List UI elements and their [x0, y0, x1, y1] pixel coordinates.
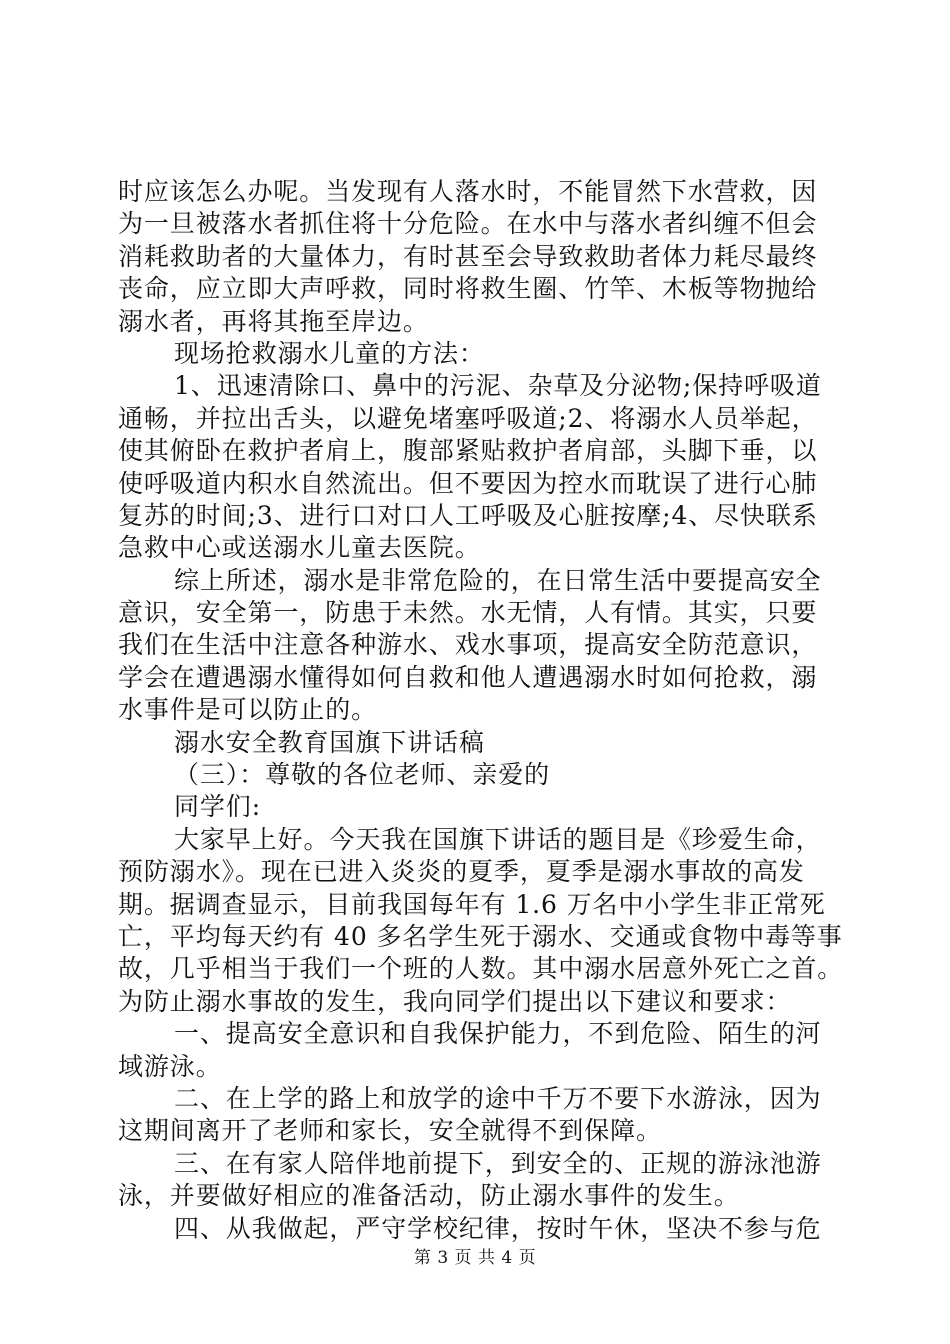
page-footer: 第 3 页 共 4 页 — [413, 1248, 537, 1268]
text-line: 复苏的时间;3、进行口对口人工呼吸及心脏按摩;4、尽快联系 — [118, 500, 818, 530]
text-line: 为一旦被落水者抓住将十分危险。在水中与落水者纠缠不但会 — [118, 209, 818, 239]
text-line: 溺水者，再将其拖至岸边。 — [118, 306, 429, 336]
text-line: 这期间离开了老师和家长，安全就得不到保障。 — [118, 1116, 662, 1146]
text-line: 三、在有家人陪伴地前提下，到安全的、正规的游泳池游 — [174, 1148, 822, 1178]
text-line: 预防溺水》。现在已进入炎炎的夏季，夏季是溺水事故的高发 — [118, 857, 805, 887]
text-line: 丧命，应立即大声呼救，同时将救生圈、竹竿、木板等物抛给 — [118, 274, 818, 304]
text-line: 急救中心或送溺水儿童去医院。 — [118, 533, 481, 563]
text-line: （三）：尊敬的各位老师、亲爱的 — [174, 760, 551, 790]
text-line: 一、提高安全意识和自我保护能力，不到危险、陌生的河 — [174, 1019, 822, 1049]
text-line: 现场抢救溺水儿童的方法： — [174, 338, 485, 368]
text-line: 意识，安全第一，防患于未然。水无情，人有情。其实，只要 — [118, 598, 818, 628]
text-line: 溺水安全教育国旗下讲话稿 — [174, 727, 485, 757]
text-line: 使其俯卧在救护者肩上，腹部紧贴救护者肩部，头脚下垂，以 — [118, 436, 818, 466]
text-line: 泳，并要做好相应的准备活动，防止溺水事件的发生。 — [118, 1181, 740, 1211]
text-line: 故，几乎相当于我们一个班的人数。其中溺水居意外死亡之首。 — [118, 954, 844, 984]
text-line: 时应该怎么办呢。当发现有人落水时，不能冒然下水营救，因 — [118, 177, 818, 206]
text-line: 期。据调查显示，目前我国每年有 1.6 万名中小学生非正常死 — [118, 889, 826, 919]
text-line: 通畅，并拉出舌头，以避免堵塞呼吸道;2、将溺水人员举起， — [118, 403, 818, 433]
text-line: 使呼吸道内积水自然流出。但不要因为控水而耽误了进行心肺 — [118, 468, 818, 498]
text-line: 四、从我做起，严守学校纪律，按时午休，坚决不参与危 — [174, 1213, 822, 1243]
text-line: 水事件是可以防止的。 — [118, 695, 378, 725]
text-line: 为防止溺水事故的发生，我向同学们提出以下建议和要求： — [118, 986, 792, 1016]
text-line: 我们在生活中注意各种游水、戏水事项，提高安全防范意识， — [118, 630, 818, 660]
text-line: 1、迅速清除口、鼻中的污泥、杂草及分泌物;保持呼吸道 — [174, 371, 822, 401]
text-line: 学会在遭遇溺水懂得如何自救和他人遭遇溺水时如何抢救，溺 — [118, 662, 818, 692]
text-line: 域游泳。 — [118, 1051, 222, 1081]
text-line: 同学们: — [174, 792, 262, 822]
document-body — [118, 176, 848, 1245]
text-line: 综上所述，溺水是非常危险的，在日常生活中要提高安全 — [174, 565, 822, 595]
text-line: 亡，平均每天约有 40 多名学生死于溺水、交通或食物中毒等事 — [118, 921, 843, 951]
text-line: 消耗救助者的大量体力，有时甚至会导致救助者体力耗尽最终 — [118, 241, 818, 271]
text-line: 二、在上学的路上和放学的途中千万不要下水游泳，因为 — [174, 1083, 822, 1113]
text-line: 大家早上好。今天我在国旗下讲话的题目是《珍爱生命， — [174, 824, 822, 854]
